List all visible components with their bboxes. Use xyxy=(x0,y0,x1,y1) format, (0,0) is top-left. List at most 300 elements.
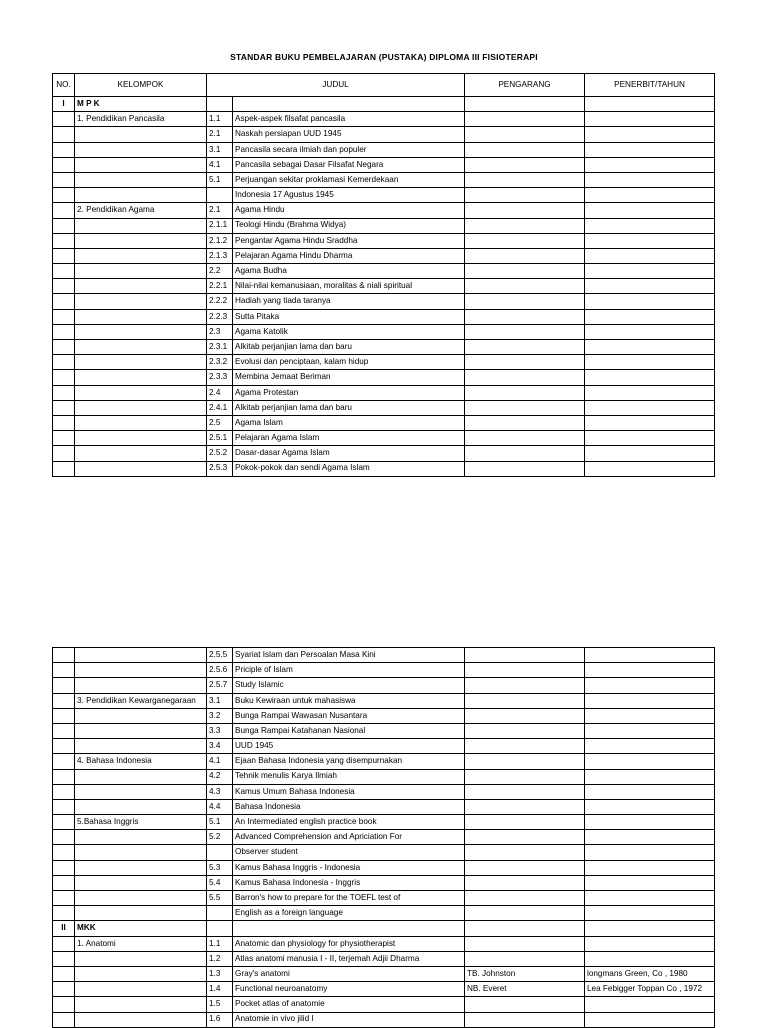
cell-no xyxy=(53,693,75,708)
table-row xyxy=(53,203,715,218)
table-row xyxy=(53,127,715,142)
table-row xyxy=(53,906,715,921)
cell-judul: Bunga Rampai Katahanan Nasional xyxy=(233,723,465,738)
book-table-part-1 xyxy=(52,73,715,477)
cell-kelompok: M P K xyxy=(75,97,207,112)
cell-pengarang xyxy=(465,112,585,127)
table-row xyxy=(53,279,715,294)
cell-penerbit xyxy=(585,97,715,112)
cell-penerbit xyxy=(585,385,715,400)
table-row xyxy=(53,461,715,476)
cell-no: I xyxy=(53,97,75,112)
table-row xyxy=(53,340,715,355)
cell-pengarang xyxy=(465,997,585,1012)
cell-penerbit xyxy=(585,663,715,678)
cell-penerbit xyxy=(585,340,715,355)
cell-penerbit xyxy=(585,784,715,799)
cell-penerbit xyxy=(585,188,715,203)
cell-penerbit xyxy=(585,400,715,415)
table-row xyxy=(53,1012,715,1027)
cell-judul: Pancasila sebagai Dasar Filsafat Negara xyxy=(233,157,465,172)
cell-judul: Sutta Pitaka xyxy=(233,309,465,324)
table-row xyxy=(53,875,715,890)
header-penerbit: PENERBIT/TAHUN xyxy=(585,74,715,97)
cell-kelompok xyxy=(75,446,207,461)
cell-pengarang xyxy=(465,264,585,279)
cell-number: 2.2.1 xyxy=(207,279,233,294)
table-row xyxy=(53,415,715,430)
table-row xyxy=(53,966,715,981)
cell-pengarang xyxy=(465,799,585,814)
header-no: NO. xyxy=(53,74,75,97)
cell-judul: Agama Hindu xyxy=(233,203,465,218)
cell-pengarang xyxy=(465,172,585,187)
cell-no xyxy=(53,982,75,997)
cell-penerbit xyxy=(585,921,715,936)
cell-judul: Agama Budha xyxy=(233,264,465,279)
cell-no xyxy=(53,830,75,845)
cell-kelompok xyxy=(75,370,207,385)
cell-penerbit xyxy=(585,739,715,754)
cell-judul: Priciple of Islam xyxy=(233,663,465,678)
cell-no xyxy=(53,799,75,814)
table-row xyxy=(53,799,715,814)
cell-judul: Anatomic dan physiology for physiotherapist xyxy=(233,936,465,951)
cell-penerbit xyxy=(585,142,715,157)
cell-pengarang xyxy=(465,921,585,936)
cell-kelompok xyxy=(75,188,207,203)
cell-kelompok xyxy=(75,264,207,279)
cell-number: 5.3 xyxy=(207,860,233,875)
cell-judul: Kamus Bahasa Indonesia - Inggris xyxy=(233,875,465,890)
table-row xyxy=(53,233,715,248)
cell-penerbit xyxy=(585,951,715,966)
cell-no xyxy=(53,815,75,830)
cell-no xyxy=(53,860,75,875)
cell-penerbit xyxy=(585,370,715,385)
table-row xyxy=(53,678,715,693)
cell-kelompok xyxy=(75,340,207,355)
cell-kelompok xyxy=(75,127,207,142)
cell-judul: Pocket atlas of anatomie xyxy=(233,997,465,1012)
cell-number: 5.2 xyxy=(207,830,233,845)
cell-no xyxy=(53,370,75,385)
cell-pengarang xyxy=(465,446,585,461)
cell-number: 4.1 xyxy=(207,754,233,769)
cell-kelompok xyxy=(75,355,207,370)
cell-pengarang xyxy=(465,936,585,951)
cell-number: 2.1 xyxy=(207,203,233,218)
cell-judul: Agama Protestan xyxy=(233,385,465,400)
cell-kelompok: 1. Pendidikan Pancasila xyxy=(75,112,207,127)
cell-kelompok xyxy=(75,951,207,966)
table-row xyxy=(53,723,715,738)
table-row xyxy=(53,324,715,339)
cell-no xyxy=(53,1012,75,1027)
cell-pengarang xyxy=(465,203,585,218)
cell-no xyxy=(53,385,75,400)
cell-penerbit xyxy=(585,112,715,127)
cell-number: 4.3 xyxy=(207,784,233,799)
cell-penerbit xyxy=(585,431,715,446)
cell-kelompok xyxy=(75,248,207,263)
cell-no xyxy=(53,845,75,860)
table-row xyxy=(53,400,715,415)
cell-number: 1.2 xyxy=(207,951,233,966)
table-row xyxy=(53,264,715,279)
cell-kelompok xyxy=(75,906,207,921)
table-header-row xyxy=(53,74,715,97)
cell-penerbit xyxy=(585,461,715,476)
cell-judul: Advanced Comprehension and Apriciation For xyxy=(233,830,465,845)
cell-penerbit xyxy=(585,769,715,784)
cell-number: 2.4 xyxy=(207,385,233,400)
cell-no xyxy=(53,723,75,738)
cell-no xyxy=(53,233,75,248)
cell-number: 2.3 xyxy=(207,324,233,339)
cell-kelompok xyxy=(75,431,207,446)
cell-pengarang xyxy=(465,385,585,400)
cell-judul: Agama Katolik xyxy=(233,324,465,339)
cell-judul: Bahasa Indonesia xyxy=(233,799,465,814)
cell-pengarang xyxy=(465,784,585,799)
cell-judul: Pelajaran Agama Hindu Dharma xyxy=(233,248,465,263)
cell-judul: English as a foreign language xyxy=(233,906,465,921)
table-row xyxy=(53,157,715,172)
cell-number: 2.5.2 xyxy=(207,446,233,461)
cell-kelompok xyxy=(75,385,207,400)
cell-number: 1.1 xyxy=(207,112,233,127)
cell-judul: Pokok-pokok dan sendi Agama Islam xyxy=(233,461,465,476)
cell-penerbit xyxy=(585,446,715,461)
cell-no xyxy=(53,172,75,187)
cell-judul: Alkitab perjanjian lama dan baru xyxy=(233,400,465,415)
table-row xyxy=(53,921,715,936)
cell-kelompok xyxy=(75,279,207,294)
cell-kelompok xyxy=(75,769,207,784)
cell-number: 2.2 xyxy=(207,264,233,279)
cell-no xyxy=(53,264,75,279)
cell-kelompok xyxy=(75,982,207,997)
cell-no xyxy=(53,708,75,723)
cell-kelompok xyxy=(75,845,207,860)
cell-penerbit xyxy=(585,294,715,309)
cell-judul: Hadiah yang tiada taranya xyxy=(233,294,465,309)
cell-kelompok xyxy=(75,784,207,799)
cell-penerbit xyxy=(585,830,715,845)
cell-judul: Kamus Umum Bahasa Indonesia xyxy=(233,784,465,799)
cell-judul: Naskah persiapan UUD 1945 xyxy=(233,127,465,142)
cell-judul: Ejaan Bahasa Indonesia yang disempurnakan xyxy=(233,754,465,769)
cell-no xyxy=(53,279,75,294)
cell-penerbit xyxy=(585,723,715,738)
cell-number: 3.1 xyxy=(207,693,233,708)
cell-no xyxy=(53,324,75,339)
cell-number: 2.2.3 xyxy=(207,309,233,324)
cell-no xyxy=(53,203,75,218)
cell-pengarang xyxy=(465,754,585,769)
cell-no xyxy=(53,951,75,966)
cell-number: 5.4 xyxy=(207,875,233,890)
table-row xyxy=(53,982,715,997)
cell-number: 1.6 xyxy=(207,1012,233,1027)
cell-kelompok xyxy=(75,739,207,754)
cell-penerbit xyxy=(585,799,715,814)
cell-judul: Evolusi dan penciptaan, kalam hidup xyxy=(233,355,465,370)
header-pengarang: PENGARANG xyxy=(465,74,585,97)
cell-kelompok: 5.Bahasa Inggris xyxy=(75,815,207,830)
cell-number: 2.1.1 xyxy=(207,218,233,233)
cell-kelompok xyxy=(75,294,207,309)
table-row xyxy=(53,355,715,370)
cell-number: 2.1 xyxy=(207,127,233,142)
cell-pengarang xyxy=(465,127,585,142)
cell-number: 5.1 xyxy=(207,172,233,187)
cell-no xyxy=(53,678,75,693)
cell-kelompok xyxy=(75,723,207,738)
cell-pengarang xyxy=(465,370,585,385)
cell-number: 3.4 xyxy=(207,739,233,754)
cell-pengarang xyxy=(465,1012,585,1027)
cell-kelompok xyxy=(75,891,207,906)
cell-judul: Nilai-nilai kemanusiaan, moralitas & niali spiritual xyxy=(233,279,465,294)
cell-pengarang xyxy=(465,324,585,339)
cell-no xyxy=(53,127,75,142)
table-row xyxy=(53,370,715,385)
cell-number xyxy=(207,188,233,203)
cell-pengarang xyxy=(465,248,585,263)
table-row xyxy=(53,815,715,830)
table-row xyxy=(53,248,715,263)
cell-judul xyxy=(233,97,465,112)
cell-kelompok xyxy=(75,830,207,845)
table-row xyxy=(53,739,715,754)
cell-number: 2.1.2 xyxy=(207,233,233,248)
table-row xyxy=(53,708,715,723)
cell-kelompok xyxy=(75,663,207,678)
cell-penerbit xyxy=(585,815,715,830)
cell-penerbit xyxy=(585,157,715,172)
table-row xyxy=(53,446,715,461)
cell-no xyxy=(53,157,75,172)
table-row xyxy=(53,663,715,678)
cell-pengarang: TB. Johnston xyxy=(465,966,585,981)
cell-pengarang xyxy=(465,461,585,476)
cell-penerbit xyxy=(585,891,715,906)
cell-number xyxy=(207,845,233,860)
cell-pengarang xyxy=(465,951,585,966)
table-row xyxy=(53,172,715,187)
cell-pengarang xyxy=(465,708,585,723)
cell-no xyxy=(53,966,75,981)
cell-judul: Indonesia 17 Agustus 1945 xyxy=(233,188,465,203)
cell-pengarang xyxy=(465,294,585,309)
cell-number: 1.4 xyxy=(207,982,233,997)
cell-pengarang xyxy=(465,845,585,860)
cell-penerbit xyxy=(585,936,715,951)
cell-kelompok: MKK xyxy=(75,921,207,936)
cell-no xyxy=(53,294,75,309)
table-row xyxy=(53,754,715,769)
cell-no xyxy=(53,431,75,446)
cell-pengarang xyxy=(465,830,585,845)
cell-pengarang xyxy=(465,415,585,430)
cell-pengarang xyxy=(465,142,585,157)
cell-kelompok: 1. Anatomi xyxy=(75,936,207,951)
cell-no xyxy=(53,218,75,233)
cell-kelompok xyxy=(75,400,207,415)
cell-penerbit xyxy=(585,355,715,370)
cell-no xyxy=(53,355,75,370)
table-row xyxy=(53,830,715,845)
cell-judul: Gray's anatomi xyxy=(233,966,465,981)
cell-number: 2.3.1 xyxy=(207,340,233,355)
cell-number: 2.5.6 xyxy=(207,663,233,678)
table-row xyxy=(53,997,715,1012)
cell-number: 2.1.3 xyxy=(207,248,233,263)
cell-judul: Membina Jemaat Beriman xyxy=(233,370,465,385)
table-row xyxy=(53,936,715,951)
cell-judul: Study Islamic xyxy=(233,678,465,693)
cell-pengarang xyxy=(465,157,585,172)
cell-pengarang xyxy=(465,340,585,355)
cell-no xyxy=(53,906,75,921)
cell-penerbit xyxy=(585,218,715,233)
cell-kelompok xyxy=(75,799,207,814)
cell-kelompok xyxy=(75,648,207,663)
cell-number: 4.2 xyxy=(207,769,233,784)
cell-pengarang xyxy=(465,648,585,663)
table-row xyxy=(53,648,715,663)
cell-judul: Dasar-dasar Agama Islam xyxy=(233,446,465,461)
cell-no xyxy=(53,754,75,769)
cell-no xyxy=(53,248,75,263)
cell-kelompok xyxy=(75,678,207,693)
cell-kelompok xyxy=(75,157,207,172)
cell-penerbit xyxy=(585,875,715,890)
cell-judul: Aspek-aspek filsafat pancasila xyxy=(233,112,465,127)
cell-pengarang xyxy=(465,218,585,233)
cell-kelompok xyxy=(75,997,207,1012)
cell-no xyxy=(53,891,75,906)
cell-number: 5.1 xyxy=(207,815,233,830)
table-row xyxy=(53,218,715,233)
table-row xyxy=(53,845,715,860)
cell-judul: Pengantar Agama Hindu Sraddha xyxy=(233,233,465,248)
table-row xyxy=(53,860,715,875)
cell-no xyxy=(53,446,75,461)
cell-number: 2.2.2 xyxy=(207,294,233,309)
cell-penerbit xyxy=(585,754,715,769)
cell-kelompok: 3. Pendidikan Kewarganegaraan xyxy=(75,693,207,708)
table-row xyxy=(53,431,715,446)
page-title: STANDAR BUKU PEMBELAJARAN (PUSTAKA) DIPLOMA III FISIOTERAPI xyxy=(230,52,538,62)
cell-no xyxy=(53,997,75,1012)
cell-pengarang xyxy=(465,739,585,754)
cell-pengarang xyxy=(465,431,585,446)
cell-pengarang xyxy=(465,860,585,875)
cell-pengarang xyxy=(465,309,585,324)
cell-kelompok xyxy=(75,966,207,981)
cell-no xyxy=(53,400,75,415)
cell-kelompok xyxy=(75,172,207,187)
cell-number: 2.3.2 xyxy=(207,355,233,370)
cell-penerbit xyxy=(585,678,715,693)
cell-number: 2.5.7 xyxy=(207,678,233,693)
cell-pengarang xyxy=(465,891,585,906)
table-row xyxy=(53,951,715,966)
cell-number: 1.5 xyxy=(207,997,233,1012)
table-row xyxy=(53,188,715,203)
cell-penerbit xyxy=(585,1012,715,1027)
cell-pengarang: NB. Everet xyxy=(465,982,585,997)
cell-judul: An Intermediated english practice book xyxy=(233,815,465,830)
table-row xyxy=(53,891,715,906)
cell-no xyxy=(53,784,75,799)
cell-judul: Atlas anatomi manusia I - II, terjemah Adjii Dharma xyxy=(233,951,465,966)
cell-no xyxy=(53,112,75,127)
cell-kelompok xyxy=(75,324,207,339)
cell-judul: Agama Islam xyxy=(233,415,465,430)
header-judul: JUDUL xyxy=(207,74,465,97)
cell-pengarang xyxy=(465,97,585,112)
cell-pengarang xyxy=(465,693,585,708)
table-row xyxy=(53,385,715,400)
cell-judul: Pelajaran Agama Islam xyxy=(233,431,465,446)
cell-number: 1.1 xyxy=(207,936,233,951)
cell-judul xyxy=(233,921,465,936)
cell-no xyxy=(53,648,75,663)
cell-penerbit xyxy=(585,203,715,218)
cell-kelompok: 4. Bahasa Indonesia xyxy=(75,754,207,769)
cell-judul: Anatomie in vivo jilid I xyxy=(233,1012,465,1027)
cell-penerbit xyxy=(585,648,715,663)
cell-number: 2.5.5 xyxy=(207,648,233,663)
table-row xyxy=(53,693,715,708)
cell-judul: Alkitab perjanjian lama dan baru xyxy=(233,340,465,355)
cell-penerbit: longmans Green, Co , 1980 xyxy=(585,966,715,981)
cell-penerbit xyxy=(585,845,715,860)
cell-number xyxy=(207,97,233,112)
cell-number: 3.1 xyxy=(207,142,233,157)
cell-penerbit xyxy=(585,309,715,324)
cell-pengarang xyxy=(465,400,585,415)
cell-kelompok xyxy=(75,461,207,476)
cell-no xyxy=(53,142,75,157)
table-row xyxy=(53,142,715,157)
cell-pengarang xyxy=(465,906,585,921)
cell-pengarang xyxy=(465,279,585,294)
cell-kelompok xyxy=(75,309,207,324)
cell-no xyxy=(53,936,75,951)
cell-no xyxy=(53,309,75,324)
cell-kelompok xyxy=(75,142,207,157)
cell-no xyxy=(53,739,75,754)
cell-judul: Bunga Rampai Wawasan Nusantara xyxy=(233,708,465,723)
cell-kelompok xyxy=(75,415,207,430)
cell-pengarang xyxy=(465,663,585,678)
cell-pengarang xyxy=(465,815,585,830)
cell-penerbit xyxy=(585,708,715,723)
cell-number: 5.5 xyxy=(207,891,233,906)
cell-number xyxy=(207,906,233,921)
cell-judul: Perjuangan sekitar proklamasi Kemerdekaan xyxy=(233,172,465,187)
cell-no: II xyxy=(53,921,75,936)
cell-judul: Teologi Hindu (Brahma Widya) xyxy=(233,218,465,233)
table-row xyxy=(53,97,715,112)
cell-penerbit xyxy=(585,997,715,1012)
cell-number: 2.5 xyxy=(207,415,233,430)
